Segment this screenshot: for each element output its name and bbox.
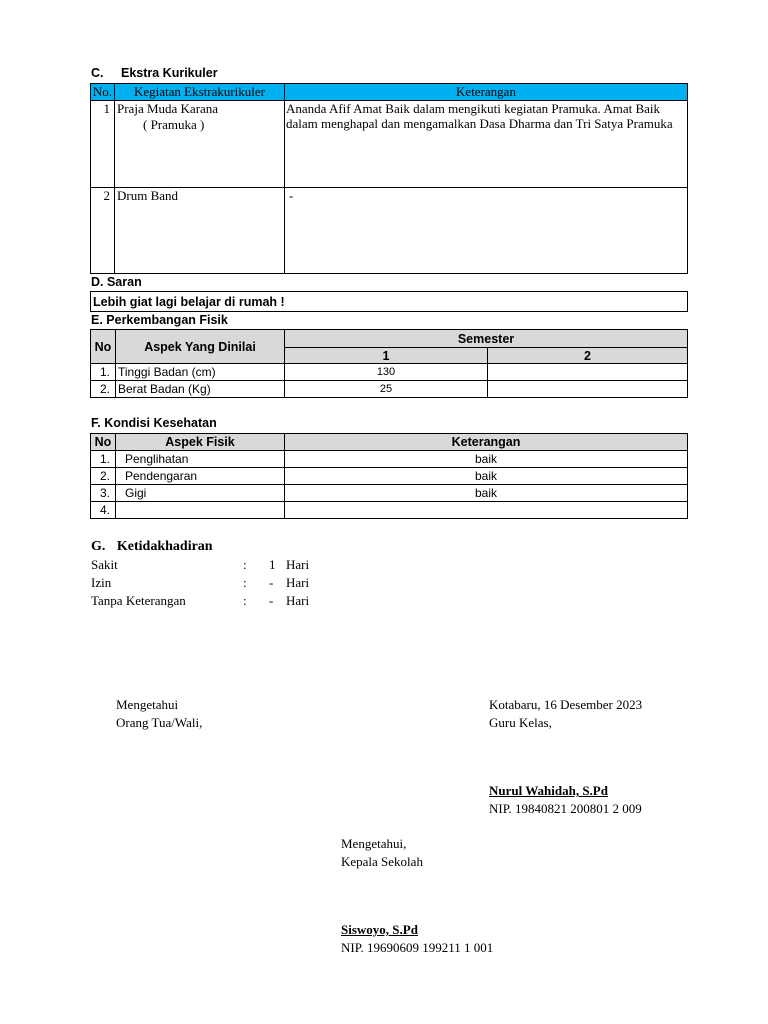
principal-role: Kepala Sekolah bbox=[341, 854, 423, 869]
row-aspect: Tinggi Badan (cm) bbox=[116, 364, 285, 381]
header-aspect: Aspek Yang Dinilai bbox=[116, 330, 285, 364]
principal-acknowledge: Mengetahui, bbox=[341, 836, 407, 851]
table-row bbox=[91, 188, 688, 274]
section-f-title: F. Kondisi Kesehatan bbox=[91, 416, 217, 430]
absence-value: 1 bbox=[269, 557, 276, 572]
teacher-nip: NIP. 19840821 200801 2 009 bbox=[489, 801, 642, 816]
row-semester-1: 130 bbox=[285, 364, 488, 381]
absence-value: - bbox=[269, 593, 274, 608]
row-aspect: Penglihatan bbox=[116, 451, 285, 468]
row-no: 3. bbox=[91, 485, 116, 502]
table-row bbox=[91, 101, 688, 188]
teacher-role: Guru Kelas, bbox=[489, 715, 552, 730]
absence-colon: : bbox=[243, 575, 247, 590]
row-note: Ananda Afif Amat Baik dalam mengikuti kegiatan Pramuka. Amat Baik dalam menghapal dan mengamalkan Dasa Dharma dan Tri Satya Pramuka bbox=[285, 101, 688, 188]
principal-signature-block bbox=[341, 835, 423, 871]
row-note bbox=[285, 502, 688, 519]
list-item bbox=[91, 556, 351, 574]
section-g-title: Ketidakhadiran bbox=[116, 539, 213, 554]
extracurricular-table bbox=[90, 83, 688, 274]
absence-value: - bbox=[269, 575, 274, 590]
list-item bbox=[91, 574, 351, 592]
row-aspect: Berat Badan (Kg) bbox=[116, 381, 285, 398]
absence-label: Tanpa Keterangan bbox=[91, 593, 186, 608]
row-activity: Drum Band bbox=[115, 188, 285, 274]
row-no: 2 bbox=[91, 188, 115, 274]
section-g-heading bbox=[91, 539, 213, 555]
principal-nip: NIP. 19690609 199211 1 001 bbox=[341, 940, 494, 955]
header-aspect: Aspek Fisik bbox=[116, 434, 285, 451]
section-c-heading bbox=[91, 66, 218, 80]
section-g-letter: G. bbox=[91, 539, 106, 554]
absence-label: Izin bbox=[91, 575, 112, 590]
advice-box bbox=[90, 291, 688, 312]
extracurricular-header-row bbox=[91, 84, 688, 101]
absence-unit: Hari bbox=[286, 557, 310, 572]
health-condition-table bbox=[90, 433, 688, 519]
table-row bbox=[91, 468, 688, 485]
teacher-name-block bbox=[489, 782, 642, 818]
section-c-title: Ekstra Kurikuler bbox=[120, 66, 218, 80]
parent-signature-block bbox=[116, 696, 202, 732]
header-semester: Semester bbox=[285, 330, 688, 348]
principal-name: Siswoyo, S.Pd bbox=[341, 922, 418, 937]
row-semester-1: 25 bbox=[285, 381, 488, 398]
row-note: baik bbox=[285, 468, 688, 485]
section-e-title: E. Perkembangan Fisik bbox=[91, 313, 228, 327]
row-no: 2. bbox=[91, 381, 116, 398]
table-row bbox=[91, 381, 688, 398]
list-item bbox=[91, 592, 351, 610]
row-semester-2 bbox=[488, 364, 688, 381]
table-row bbox=[91, 364, 688, 381]
row-activity bbox=[115, 101, 285, 188]
absence-colon: : bbox=[243, 557, 247, 572]
header-activity: Kegiatan Ekstrakurikuler bbox=[115, 84, 285, 101]
absence-unit: Hari bbox=[286, 575, 310, 590]
row-aspect: Pendengaran bbox=[116, 468, 285, 485]
table-row bbox=[91, 451, 688, 468]
header-note: Keterangan bbox=[285, 434, 688, 451]
row-no: 1. bbox=[91, 451, 116, 468]
absence-list bbox=[91, 556, 351, 610]
header-semester-1: 1 bbox=[285, 348, 488, 364]
row-no: 1 bbox=[91, 101, 115, 188]
advice-text: Lebih giat lagi belajar di rumah ! bbox=[91, 292, 688, 312]
section-d-title: D. Saran bbox=[91, 275, 142, 289]
physical-development-table bbox=[90, 329, 688, 398]
header-semester-2: 2 bbox=[488, 348, 688, 364]
row-no: 2. bbox=[91, 468, 116, 485]
parent-role: Orang Tua/Wali, bbox=[116, 715, 203, 730]
header-note: Keterangan bbox=[285, 84, 688, 101]
physical-header-row bbox=[91, 330, 688, 348]
header-no: No. bbox=[91, 84, 115, 101]
absence-unit: Hari bbox=[286, 593, 310, 608]
teacher-name: Nurul Wahidah, S.Pd bbox=[489, 783, 608, 798]
section-c-letter: C. bbox=[91, 66, 104, 80]
row-note: - bbox=[285, 188, 688, 274]
row-no: 4. bbox=[91, 502, 116, 519]
table-row bbox=[91, 502, 688, 519]
health-header-row bbox=[91, 434, 688, 451]
header-no: No bbox=[91, 330, 116, 364]
header-no: No bbox=[91, 434, 116, 451]
activity-line2: ( Pramuka ) bbox=[143, 117, 205, 132]
row-aspect bbox=[116, 502, 285, 519]
row-aspect: Gigi bbox=[116, 485, 285, 502]
parent-acknowledge: Mengetahui bbox=[116, 697, 179, 712]
teacher-signature-block bbox=[489, 696, 642, 732]
teacher-place-date: Kotabaru, 16 Desember 2023 bbox=[489, 697, 643, 712]
table-row bbox=[91, 485, 688, 502]
absence-colon: : bbox=[243, 593, 247, 608]
row-semester-2 bbox=[488, 381, 688, 398]
row-note: baik bbox=[285, 451, 688, 468]
row-note: baik bbox=[285, 485, 688, 502]
activity-line1: Praja Muda Karana bbox=[117, 101, 219, 116]
row-no: 1. bbox=[91, 364, 116, 381]
absence-label: Sakit bbox=[91, 557, 118, 572]
principal-name-block bbox=[341, 921, 493, 957]
